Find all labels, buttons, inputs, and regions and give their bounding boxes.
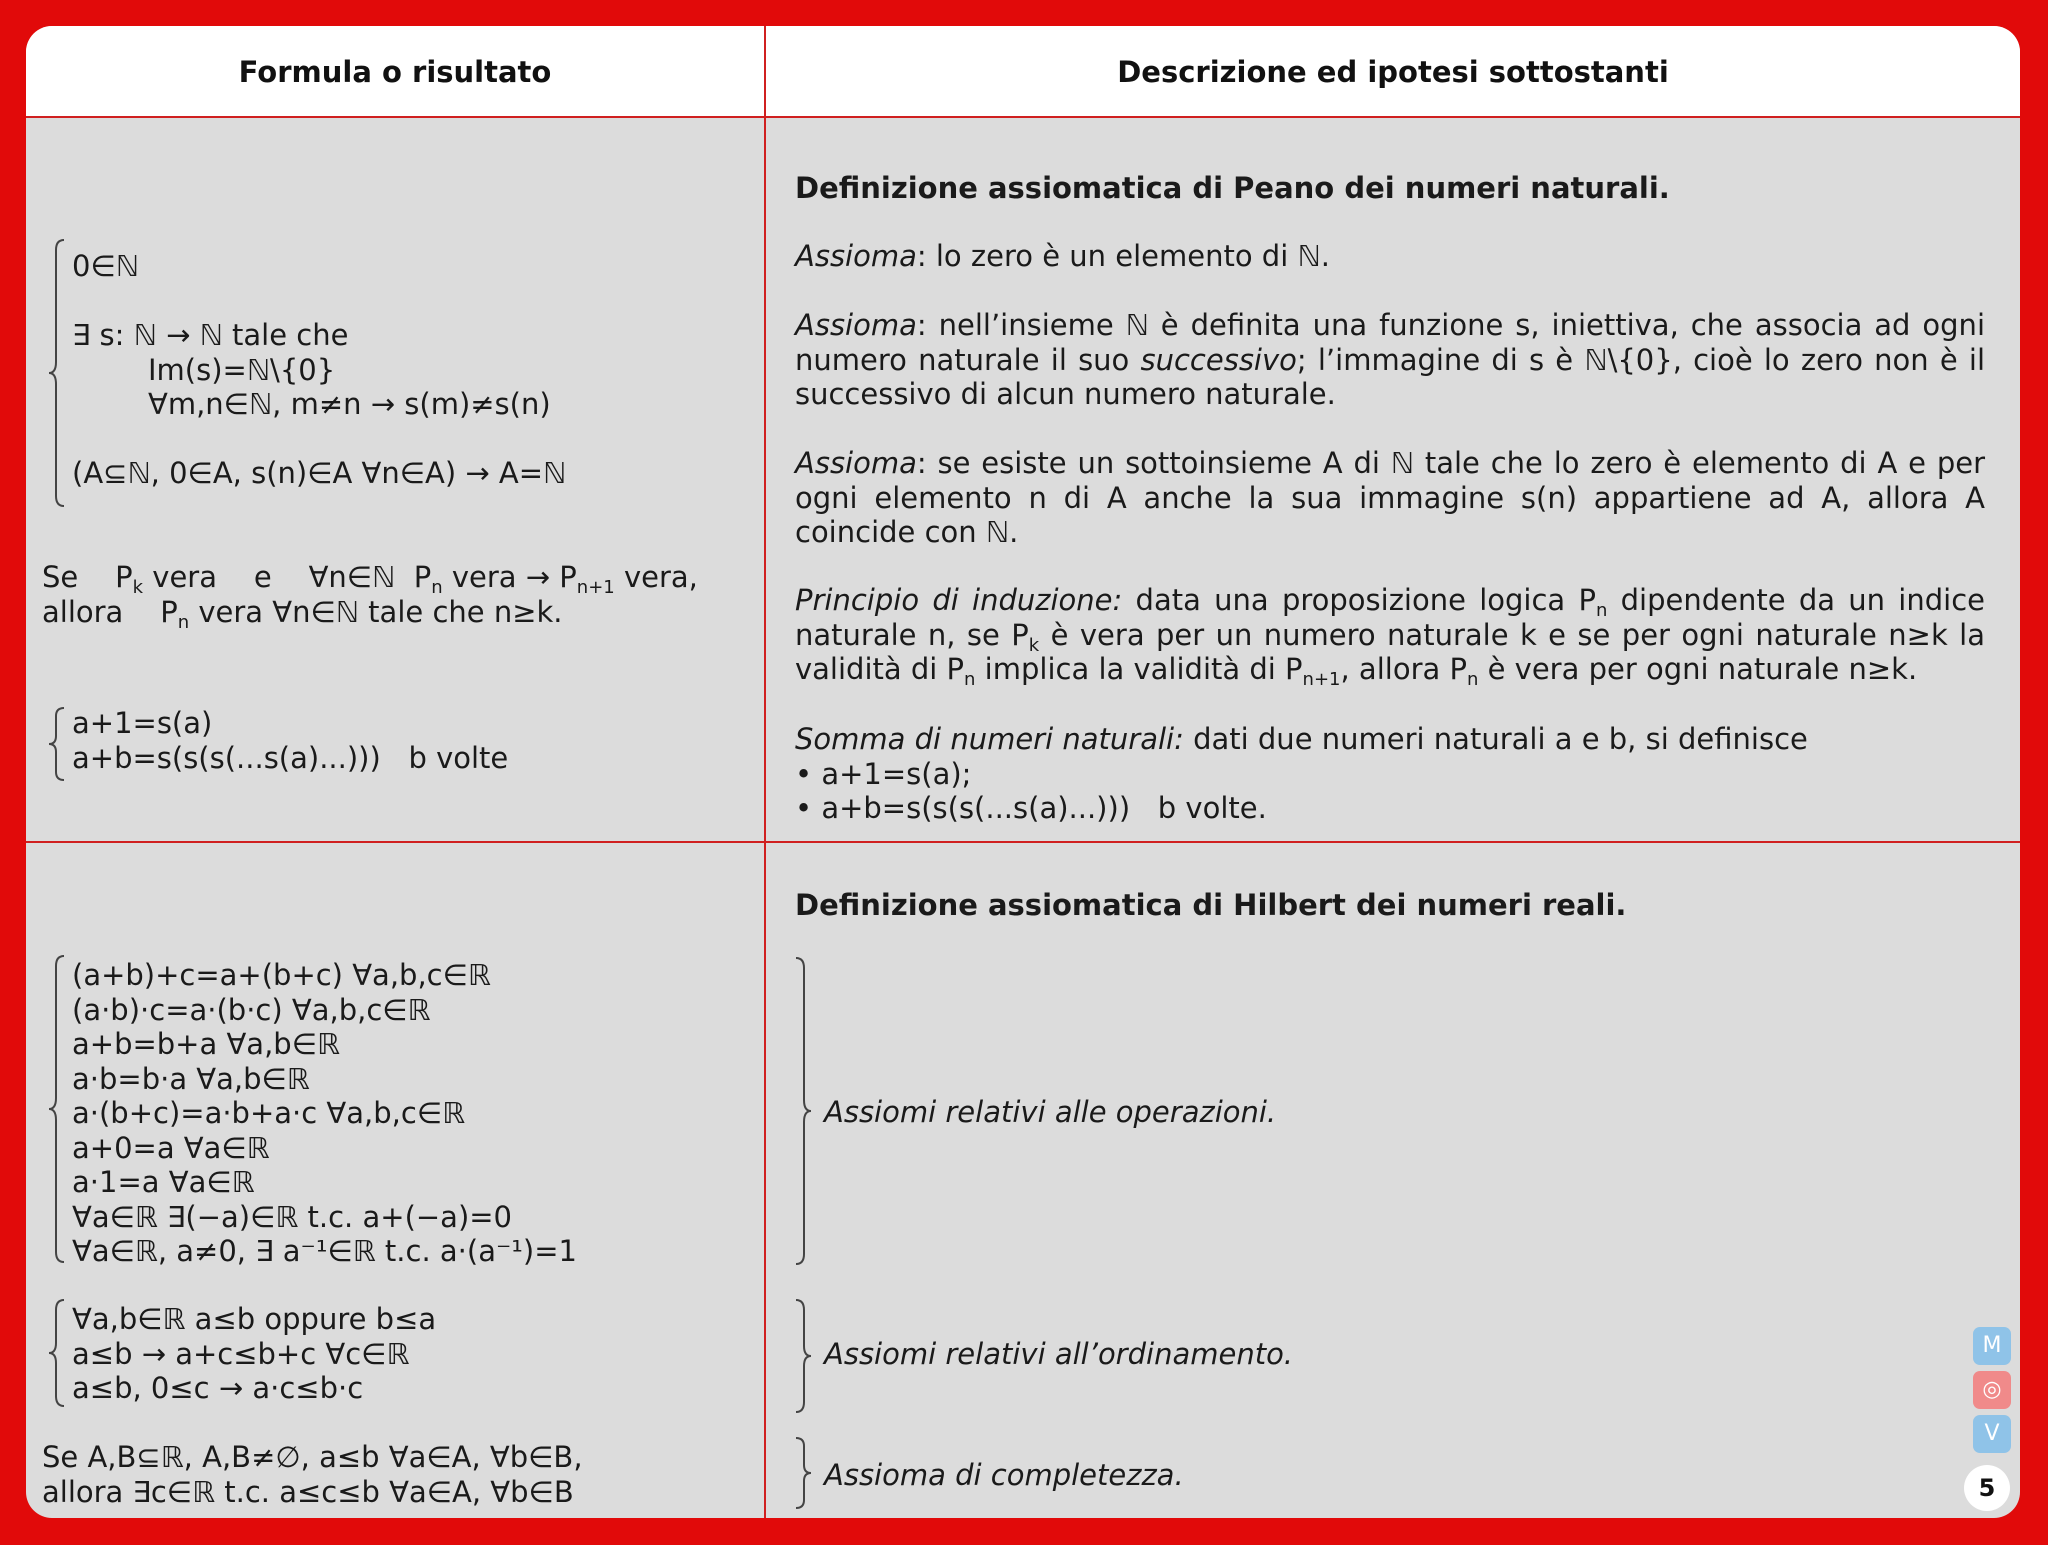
subscript: k [1028, 634, 1040, 656]
principle-text: è vera per un numero naturale k e se per ogni naturale n≥k la validità di P [795, 617, 1986, 686]
right-brace [792, 956, 814, 1266]
formula-line: (A⊆ℕ, 0∈A, s(n)∈A ∀n∈A) → A=ℕ [72, 456, 567, 490]
list-item: • a+1=s(a); [795, 756, 972, 791]
formula-line: ∀m,n∈ℕ, m≠n → s(m)≠s(n) [148, 387, 551, 421]
axiom-line: a·(b+c)=a·b+a·c ∀a,b,c∈ℝ [72, 1096, 466, 1130]
formula-text: e [253, 560, 272, 594]
formula-text: P [413, 560, 432, 594]
subscript: n [1466, 669, 1479, 690]
table-header [26, 26, 2020, 118]
left-brace [46, 238, 68, 508]
formula-text: vera → [451, 560, 551, 594]
axiom-line: ∀a,b∈ℝ a≤b oppure b≤a [72, 1302, 437, 1336]
home-nav-button[interactable]: ◎ [1973, 1371, 2011, 1409]
principle-text: dipendente da un indice naturale n, se P [795, 583, 1985, 652]
axiom-text: : se esiste un sottoinsieme A di ℕ tale che lo zero è elemento di A e per ogni elemento n di A anche la sua immagine s(n) appartiene ad A, allora A coincide con ℕ. [795, 446, 1985, 549]
menu-nav-button[interactable]: M [1973, 1327, 2011, 1365]
induction-principle [795, 583, 1986, 690]
formula-text: b volte [408, 740, 509, 775]
axiom-line: a+0=a ∀a∈ℝ [72, 1130, 270, 1165]
right-brace [792, 1298, 814, 1414]
formula-line: Im(s)=ℕ\{0} [148, 352, 336, 387]
left-brace [46, 706, 68, 782]
operations-description: Assiomi relativi alle operazioni. [824, 1095, 1277, 1129]
principle-label: Principio di induzione: [795, 583, 1123, 617]
axiom-line: (a+b)+c=a+(b+c) ∀a,b,c∈ℝ [72, 958, 491, 992]
principle-text: implica la validità di P [975, 652, 1303, 686]
principle-text: data una proposizione logica P [1122, 583, 1596, 617]
axiom-line: ∀a∈ℝ ∃(−a)∈ℝ t.c. a+(−a)=0 [72, 1199, 513, 1234]
column-divider [764, 26, 766, 1518]
formula-text: P [160, 594, 178, 629]
axiom-emphasis: successivo [1140, 342, 1297, 377]
order-axioms [72, 1302, 436, 1406]
formula-line: a+b=s(s(s(...s(a)...))) [72, 740, 381, 775]
principle-text: è vera per ogni naturale n≥k. [1478, 652, 1918, 686]
axiom-text: : nell’insieme ℕ è definita una funzione s, iniettiva, che associa ad ogni numero naturale il suo [795, 308, 1985, 377]
axiom-line: a≤b → a+c≤b+c ∀c∈ℝ [72, 1336, 410, 1371]
list-item-tail: b volte. [1157, 791, 1267, 825]
hilbert-title: Definizione assiomatica di Hilbert dei numeri reali. [795, 888, 1627, 922]
subscript: k [132, 577, 144, 598]
page-number: 5 [1964, 1465, 2010, 1511]
peano-axiom-2 [795, 308, 1985, 412]
formula-text: ∀n∈ℕ [308, 560, 396, 594]
axiom-line: a+b=b+a ∀a,b∈ℝ [72, 1027, 340, 1061]
left-brace [46, 954, 68, 1264]
axiom-label: Assioma [795, 446, 917, 480]
formula-line: a+1=s(a) [72, 706, 213, 740]
peano-axiom-1 [795, 239, 1985, 274]
completeness-description: Assioma di completezza. [824, 1458, 1184, 1492]
axiom-text: : lo zero è un elemento di ℕ. [916, 239, 1330, 273]
formula-text: Se [42, 560, 79, 594]
row-divider [26, 841, 2020, 843]
formula-text: P [115, 560, 133, 594]
induction-formula [42, 560, 742, 633]
slide-page [26, 26, 2020, 1518]
subscript: n [964, 669, 976, 690]
peano-axiom-3 [795, 446, 1985, 550]
axiom-line: a·b=b·a ∀a,b∈ℝ [72, 1061, 310, 1096]
list-item: • a+b=s(s(s(...s(a)...))) [795, 791, 1131, 825]
principle-text: , allora P [1340, 652, 1467, 686]
formula-text: vera ∀n∈ℕ tale che n≥k. [198, 594, 563, 629]
operations-axioms [72, 958, 577, 1269]
right-brace [792, 1436, 814, 1510]
axiom-line: a≤b, 0≤c → a·c≤b·c [72, 1371, 364, 1405]
formula-text: vera, [623, 560, 698, 594]
formula-text: allora [42, 594, 124, 629]
order-description: Assiomi relativi all’ordinamento. [824, 1337, 1294, 1371]
axiom-label: Assioma [795, 308, 917, 342]
subscript: n [431, 577, 443, 598]
subscript: n [177, 611, 190, 633]
peano-title: Definizione assiomatica di Peano dei numeri naturali. [795, 171, 1670, 205]
sum-formula [72, 706, 508, 775]
peano-formula [72, 249, 566, 491]
subscript: n+1 [576, 577, 615, 598]
axiom-text: ; l’immagine di s è ℕ\{0}, cioè lo zero non è il successivo di alcun numero naturale. [795, 342, 1985, 411]
formula-text: P [559, 560, 577, 594]
column-header-description: Descrizione ed ipotesi sottostanti [1117, 55, 1669, 89]
formula-text: vera [152, 560, 217, 594]
completeness-axiom [42, 1440, 583, 1509]
column-header-formula: Formula o risultato [238, 55, 552, 89]
sum-text: dati due numeri naturali a e b, si definisce [1183, 722, 1808, 756]
left-brace [46, 1298, 68, 1408]
axiom-line: a·1=a ∀a∈ℝ [72, 1165, 255, 1199]
axiom-line: allora ∃c∈ℝ t.c. a≤c≤b ∀a∈A, ∀b∈B [42, 1474, 574, 1509]
formula-line: ∃ s: ℕ → ℕ tale che [72, 318, 349, 352]
subscript: n [1595, 600, 1608, 621]
axiom-label: Assioma [795, 239, 917, 273]
axiom-line: ∀a∈ℝ, a≠0, ∃ a⁻¹∈ℝ t.c. a·(a⁻¹)=1 [72, 1234, 577, 1268]
sum-definition [795, 722, 1985, 826]
down-nav-button[interactable]: V [1973, 1415, 2011, 1453]
sum-label: Somma di numeri naturali: [795, 722, 1184, 756]
axiom-line: (a·b)·c=a·(b·c) ∀a,b,c∈ℝ [72, 992, 431, 1027]
subscript: n+1 [1302, 669, 1341, 690]
axiom-line: Se A,B⊆ℝ, A,B≠∅, a≤b ∀a∈A, ∀b∈B, [42, 1440, 583, 1474]
formula-line: 0∈ℕ [72, 249, 139, 283]
